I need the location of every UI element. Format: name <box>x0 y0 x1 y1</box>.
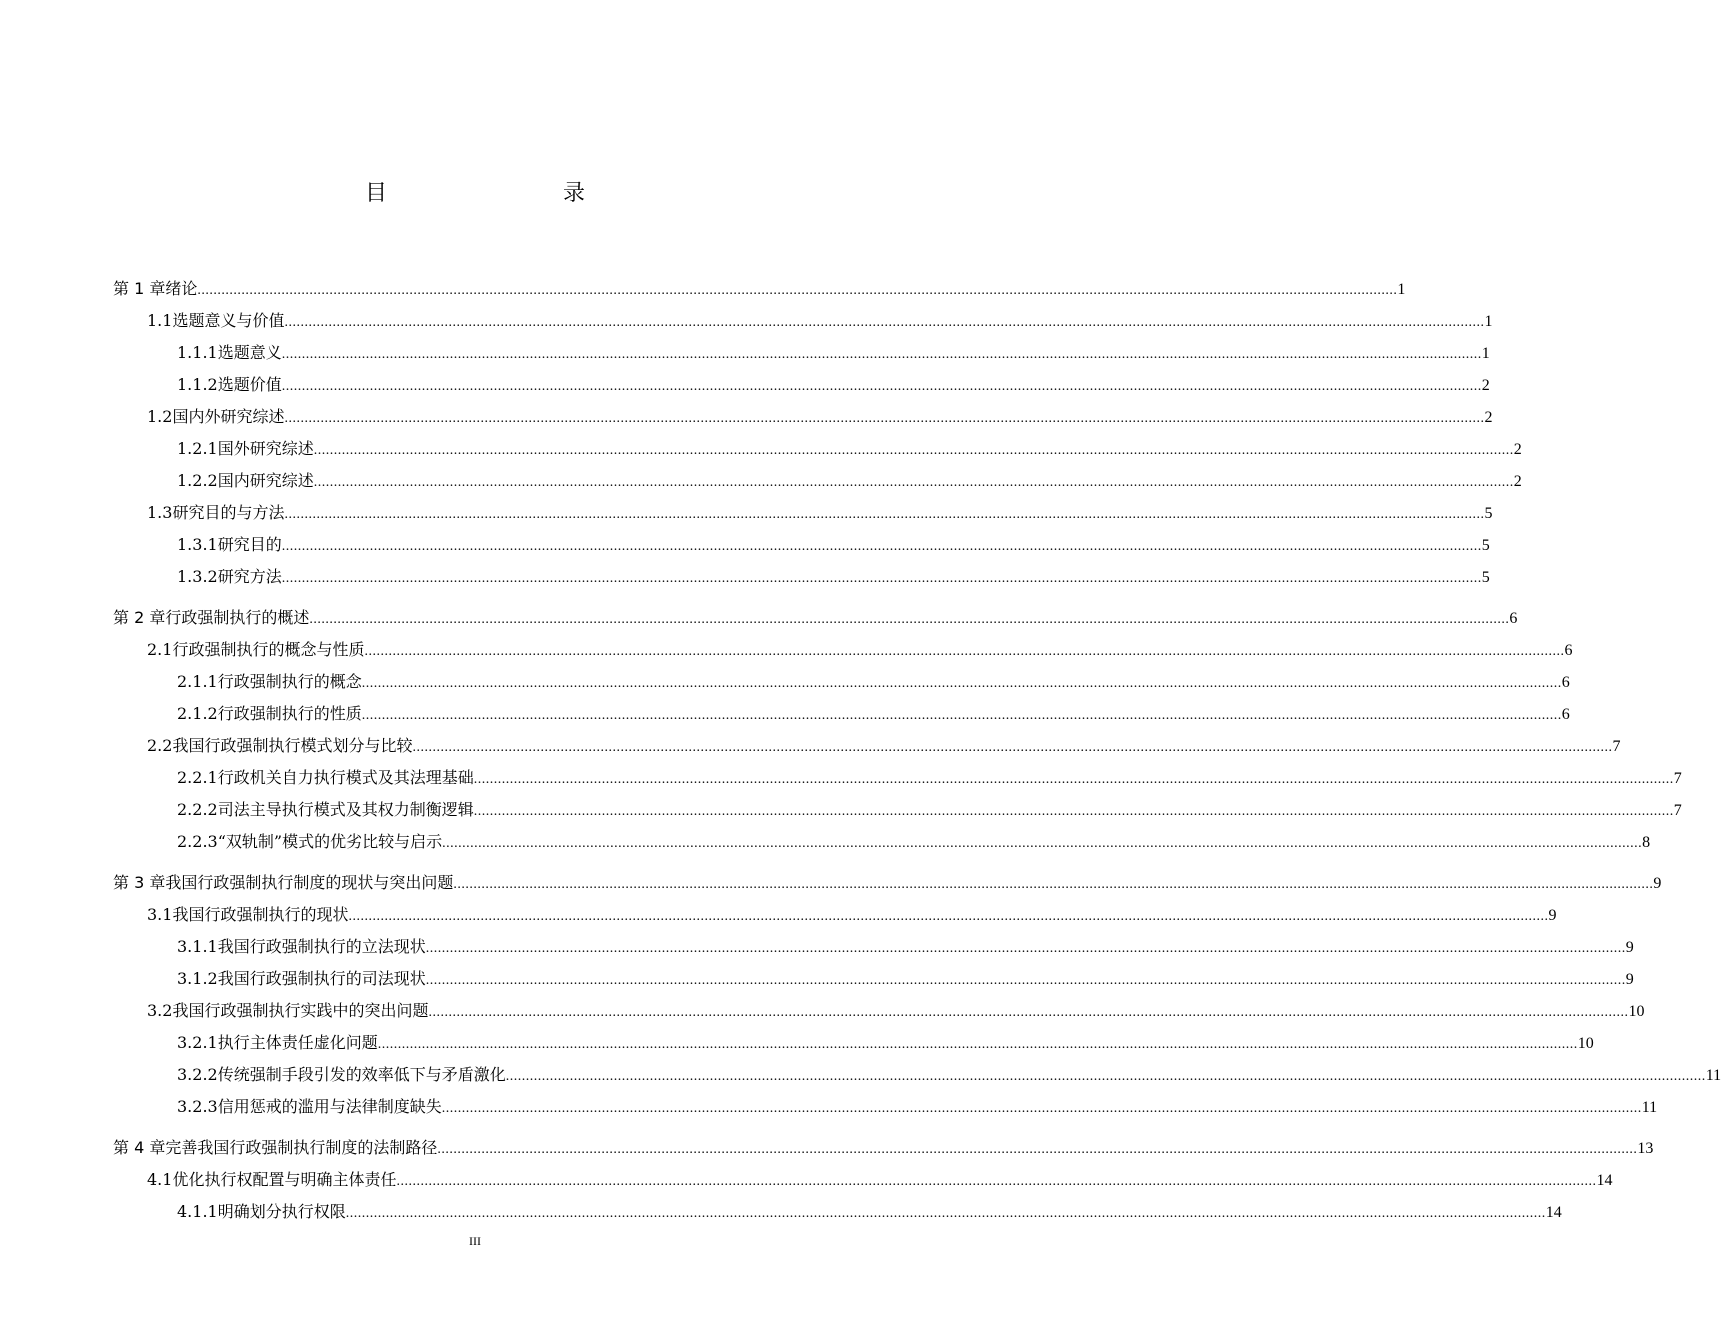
toc-entry[interactable] <box>177 967 1634 991</box>
toc-leader-dots: ............................................................................................................................................................................................................................................................................................................ <box>425 941 1626 956</box>
toc-entry-title: 信用惩戒的滥用与法律制度缺失 <box>217 1097 442 1116</box>
toc-entry-title: 我国行政强制执行实践中的突出问题 <box>172 1001 429 1020</box>
toc-entry-page: 6 <box>1561 706 1570 723</box>
toc-entry[interactable] <box>113 277 1406 301</box>
toc-leader-dots: ............................................................................................................................................................................................................................................................................................................ <box>361 676 1562 691</box>
toc-entry[interactable] <box>177 565 1490 589</box>
toc-leader-dots: ............................................................................................................................................................................................................................................................................................................ <box>309 612 1510 627</box>
toc-entry-title: “双轨制”模式的优劣比较与启示 <box>217 832 443 851</box>
toc-entry-page: 9 <box>1625 939 1634 956</box>
toc-entry-number: 1.2.2 <box>177 471 218 490</box>
toc-leader-dots: ............................................................................................................................................................................................................................................................................................................ <box>313 475 1514 490</box>
toc-entry-number: 3.1 <box>147 905 173 924</box>
toc-entry-number: 3.2.3 <box>177 1097 218 1116</box>
toc-entry-number: 2.2.2 <box>177 800 218 819</box>
toc-entry-number: 2.1 <box>147 640 173 659</box>
toc-leader-dots: ............................................................................................................................................................................................................................................................................................................ <box>442 836 1643 851</box>
toc-entry-number: 1.1 <box>147 311 173 330</box>
toc-entry-number: 1.1.2 <box>177 375 218 394</box>
toc-entry-page: 9 <box>1548 907 1557 924</box>
toc-entry[interactable] <box>177 830 1651 854</box>
toc-entry-title: 传统强制手段引发的效率低下与矛盾激化 <box>217 1065 506 1084</box>
toc-entry-number: 第 2 章 <box>113 608 166 627</box>
toc-entry-number: 1.3.1 <box>177 535 218 554</box>
toc-leader-dots: ............................................................................................................................................................................................................................................................................................................ <box>281 347 1482 362</box>
toc-leader-dots: ............................................................................................................................................................................................................................................................................................................ <box>473 804 1674 819</box>
toc-entry[interactable] <box>147 999 1645 1023</box>
toc-entry[interactable] <box>147 501 1493 525</box>
toc-entry[interactable] <box>177 798 1682 822</box>
toc-entry-number: 1.1.1 <box>177 343 218 362</box>
toc-entry-page: 7 <box>1673 770 1682 787</box>
toc-entry-title: 研究方法 <box>217 567 282 586</box>
toc-entry-number: 3.1.2 <box>177 969 218 988</box>
toc-entry-title: 行政强制执行的概述 <box>165 608 310 627</box>
toc-entry-number: 第 4 章 <box>113 1138 166 1157</box>
toc-entry-number: 1.3.2 <box>177 567 218 586</box>
toc-entry-title: 我国行政强制执行的现状 <box>172 905 349 924</box>
toc-entry-number: 2.1.2 <box>177 704 218 723</box>
toc-entry-page: 7 <box>1673 802 1682 819</box>
toc-entry-page: 9 <box>1625 971 1634 988</box>
toc-entry-title: 行政强制执行的概念 <box>217 672 362 691</box>
toc-entry-title: 明确划分执行权限 <box>217 1202 346 1221</box>
toc-leader-dots: ............................................................................................................................................................................................................................................................................................................ <box>197 283 1398 298</box>
toc-entry-title: 选题意义 <box>217 343 282 362</box>
toc-entry-title: 国内研究综述 <box>217 471 314 490</box>
page-title: 目 录 <box>364 181 629 206</box>
toc-leader-dots: ............................................................................................................................................................................................................................................................................................................ <box>396 1174 1597 1189</box>
toc-entry-page: 11 <box>1641 1099 1658 1116</box>
toc-entry-title: 司法主导执行模式及其权力制衡逻辑 <box>217 800 474 819</box>
toc-entry-number: 4.1 <box>147 1170 173 1189</box>
toc-entry-title: 我国行政强制执行的司法现状 <box>217 969 426 988</box>
toc-entry-number: 2.2.3 <box>177 832 218 851</box>
toc-entry[interactable] <box>147 734 1621 758</box>
toc-entry-page: 10 <box>1628 1003 1645 1020</box>
toc-leader-dots: ............................................................................................................................................................................................................................................................................................................ <box>505 1069 1706 1084</box>
toc-entry-title: 优化执行权配置与明确主体责任 <box>172 1170 397 1189</box>
toc-entry-page: 1 <box>1481 345 1490 362</box>
toc-entry-page: 5 <box>1484 505 1493 522</box>
toc-entry-page: 2 <box>1513 441 1522 458</box>
toc-entry-page: 10 <box>1577 1035 1594 1052</box>
toc-entry-title: 行政强制执行的性质 <box>217 704 362 723</box>
toc-entry[interactable] <box>147 405 1493 429</box>
toc-leader-dots: ............................................................................................................................................................................................................................................................................................................ <box>364 644 1565 659</box>
toc-leader-dots: ............................................................................................................................................................................................................................................................................................................ <box>281 379 1482 394</box>
toc-entry-page: 1 <box>1397 281 1406 298</box>
toc-entry[interactable] <box>177 935 1634 959</box>
toc-leader-dots: ............................................................................................................................................................................................................................................................................................................ <box>473 772 1674 787</box>
toc-entry-title: 执行主体责任虚化问题 <box>217 1033 378 1052</box>
toc-entry[interactable] <box>113 871 1662 895</box>
toc-entry[interactable] <box>177 533 1490 557</box>
toc-entry-number: 3.1.1 <box>177 937 218 956</box>
toc-entry-number: 2.2.1 <box>177 768 218 787</box>
toc-entry-page: 5 <box>1481 537 1490 554</box>
toc-entry-page: 14 <box>1596 1172 1613 1189</box>
toc-entry[interactable] <box>177 469 1522 493</box>
toc-leader-dots: ............................................................................................................................................................................................................................................................................................................ <box>345 1206 1546 1221</box>
toc-entry-page: 2 <box>1484 409 1493 426</box>
toc-entry-number: 2.1.1 <box>177 672 218 691</box>
toc-entry[interactable] <box>177 437 1522 461</box>
toc-entry[interactable] <box>177 670 1570 694</box>
toc-entry-title: 绪论 <box>165 279 198 298</box>
toc-entry-title: 国内外研究综述 <box>172 407 285 426</box>
toc-entry[interactable] <box>177 373 1490 397</box>
toc-leader-dots: ............................................................................................................................................................................................................................................................................................................ <box>412 740 1613 755</box>
toc-entry[interactable] <box>177 1200 1562 1224</box>
toc-entry-page: 6 <box>1564 642 1573 659</box>
toc-entry-page: 1 <box>1484 313 1493 330</box>
toc-leader-dots: ............................................................................................................................................................................................................................................................................................................ <box>437 1142 1638 1157</box>
toc-leader-dots: ............................................................................................................................................................................................................................................................................................................ <box>428 1005 1629 1020</box>
toc-entry[interactable] <box>113 606 1518 630</box>
toc-entry-page: 6 <box>1561 674 1570 691</box>
toc-entry-page: 7 <box>1612 738 1621 755</box>
toc-entry-title: 选题意义与价值 <box>172 311 285 330</box>
toc-leader-dots: ............................................................................................................................................................................................................................................................................................................ <box>284 411 1485 426</box>
toc-entry-page: 11 <box>1705 1067 1721 1084</box>
toc-leader-dots: ............................................................................................................................................................................................................................................................................................................ <box>377 1037 1578 1052</box>
toc-entry-title: 完善我国行政强制执行制度的法制路径 <box>165 1138 438 1157</box>
toc-entry-number: 第 1 章 <box>113 279 166 298</box>
toc-entry-page: 2 <box>1513 473 1522 490</box>
toc-entry-title: 选题价值 <box>217 375 282 394</box>
toc-entry-number: 3.2.1 <box>177 1033 218 1052</box>
toc-entry-title: 我国行政强制执行的立法现状 <box>217 937 426 956</box>
toc-entry[interactable] <box>113 1136 1654 1160</box>
toc-entry-title: 我国行政强制执行制度的现状与突出问题 <box>165 873 454 892</box>
toc-entry-page: 5 <box>1481 569 1490 586</box>
toc-entry-page: 2 <box>1481 377 1490 394</box>
toc-leader-dots: ............................................................................................................................................................................................................................................................................................................ <box>281 571 1482 586</box>
toc-entry[interactable] <box>147 903 1557 927</box>
toc-leader-dots: ............................................................................................................................................................................................................................................................................................................ <box>453 877 1654 892</box>
toc-leader-dots: ............................................................................................................................................................................................................................................................................................................ <box>281 539 1482 554</box>
toc-entry-number: 1.3 <box>147 503 173 522</box>
toc-leader-dots: ............................................................................................................................................................................................................................................................................................................ <box>284 507 1485 522</box>
toc-entry-number: 2.2 <box>147 736 173 755</box>
toc-leader-dots: ............................................................................................................................................................................................................................................................................................................ <box>361 708 1562 723</box>
toc-entry-title: 行政机关自力执行模式及其法理基础 <box>217 768 474 787</box>
toc-entry-page: 6 <box>1509 610 1518 627</box>
toc-entry-page: 14 <box>1545 1204 1562 1221</box>
toc-entry-page: 8 <box>1642 834 1651 851</box>
toc-leader-dots: ............................................................................................................................................................................................................................................................................................................ <box>313 443 1514 458</box>
toc-entry-number: 1.2 <box>147 407 173 426</box>
toc-entry[interactable] <box>177 702 1570 726</box>
toc-entry[interactable] <box>177 341 1490 365</box>
toc-leader-dots: ............................................................................................................................................................................................................................................................................................................ <box>348 909 1549 924</box>
toc-entry-title: 研究目的与方法 <box>172 503 285 522</box>
toc-entry-page: 9 <box>1653 875 1662 892</box>
toc-entry[interactable] <box>147 638 1573 662</box>
toc-entry-title: 研究目的 <box>217 535 282 554</box>
toc-leader-dots: ............................................................................................................................................................................................................................................................................................................ <box>441 1101 1642 1116</box>
toc-entry-number: 第 3 章 <box>113 873 166 892</box>
toc-entry[interactable] <box>147 1168 1613 1192</box>
toc-entry-number: 1.2.1 <box>177 439 218 458</box>
toc-entry[interactable] <box>177 1063 1721 1087</box>
toc-entry-page: 13 <box>1637 1140 1654 1157</box>
toc-entry-title: 国外研究综述 <box>217 439 314 458</box>
toc-entry-title: 我国行政强制执行模式划分与比较 <box>172 736 413 755</box>
toc-entry-title: 行政强制执行的概念与性质 <box>172 640 365 659</box>
toc-entry[interactable] <box>177 1031 1594 1055</box>
toc-entry-number: 3.2.2 <box>177 1065 218 1084</box>
toc-entry[interactable] <box>147 309 1493 333</box>
toc-leader-dots: ............................................................................................................................................................................................................................................................................................................ <box>425 973 1626 988</box>
toc-entry[interactable] <box>177 1095 1658 1119</box>
toc-entry[interactable] <box>177 766 1682 790</box>
toc-entry-number: 4.1.1 <box>177 1202 218 1221</box>
toc-leader-dots: ............................................................................................................................................................................................................................................................................................................ <box>284 315 1485 330</box>
page-footer-number: III <box>469 1234 481 1248</box>
toc-entry-number: 3.2 <box>147 1001 173 1020</box>
